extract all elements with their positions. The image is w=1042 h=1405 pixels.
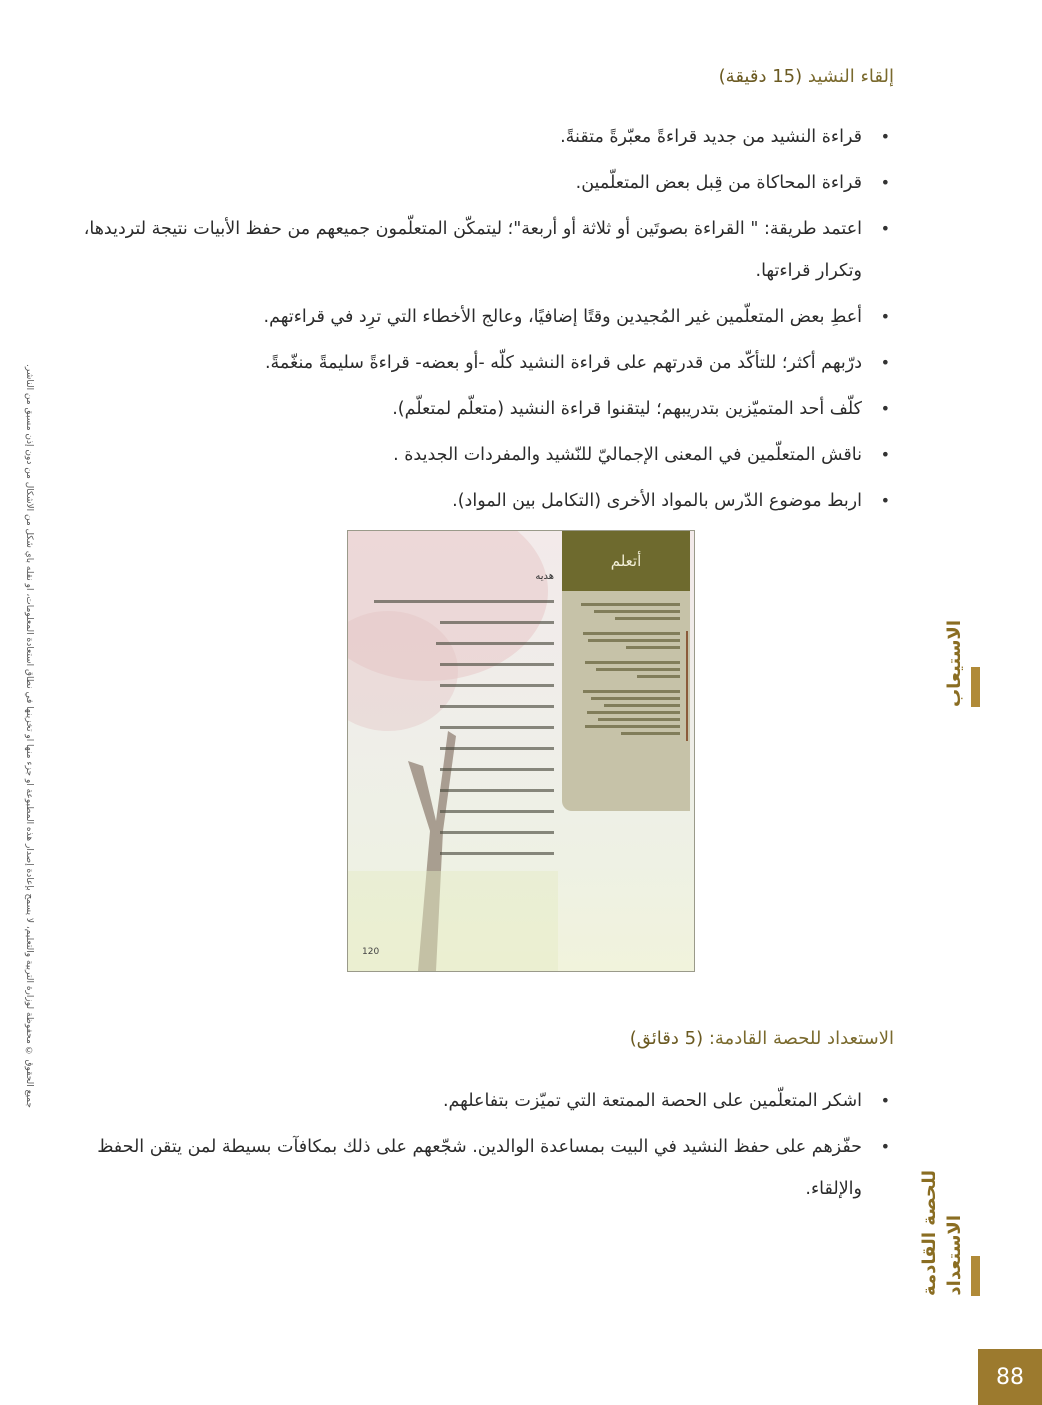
side-bar [971,667,980,707]
list-item: • قراءة المحاكاة من قِبل بعض المتعلّمين. [74,162,894,204]
list-item: • كلّف أحد المتميّزين بتدريبهم؛ ليتقنوا قراءة النشيد (متعلّم لمتعلّم). [74,388,894,430]
list-item: • اعتمد طريقة: " القراءة بصوتَين أو ثلاثة أو أربعة"؛ ليتمكّن المتعلّمون جميعهم من حفظ الأبيات نتيجة لترديدها، وتكرار قراءتها. [74,208,894,292]
list-item: • حفّزهم على حفظ النشيد في البيت بمساعدة الوالدين. شجّعهم على ذلك بمكافآت بسيطة لمن يتقن الحفظ والإلقاء. [74,1126,894,1210]
list-item: • أعطِ بعض المتعلّمين غير المُجيدين وقتًا إضافيًا، وعالج الأخطاء التي ترِد في قراءتهم. [74,296,894,338]
page-number: 88 [978,1349,1042,1405]
list-item: • ناقش المتعلّمين في المعنى الإجماليّ للنّشيد والمفردات الجديدة . [74,434,894,476]
side-tab-next-lesson [919,1170,980,1296]
lesson-sidebar-panel [562,531,690,811]
section-duration: (5 دقائق) [629,1028,704,1049]
side-label-next-lesson-1: الاستعداد [944,1215,965,1296]
panel-title: أتعلم [562,531,690,591]
side-label-next-lesson-2: للحصة القادمة [919,1170,940,1296]
side-label-comprehension: الاستيعاب [944,620,965,707]
next-lesson-steps-list [74,1080,894,1214]
copyright-notice: جميع الحقوق © محفوظة لوزارة التربية والتعليم، لا يسمح بإعادة إصدار هذه المطبوعة أو جزء منها أو تخزينها في نطاق استعادة المعلومات، أو نقله بأي شكل من الأشكال من دون إذن مسبق من الناشر. [24,364,34,1108]
list-item: • اربط موضوع الدّرس بالمواد الأخرى (التكامل بين المواد). [74,480,894,522]
panel-text-lines [562,591,690,747]
textbook-page-image [347,530,695,972]
poem-lines [364,571,554,855]
list-item: • قراءة النشيد من جديد قراءةً معبّرةً متقنةً. [74,116,894,158]
textbook-page-number: 120 [362,947,380,957]
section-heading-recitation [719,66,894,87]
section-title: إلقاء النشيد [807,66,894,87]
list-item: • درّبهم أكثر؛ للتأكّد من قدرتهم على قراءة النشيد كلّه -أو بعضه- قراءةً سليمةً منغّمةً. [74,342,894,384]
list-item: • اشكر المتعلّمين على الحصة الممتعة التي تميّزت بتفاعلهم. [74,1080,894,1122]
section-duration: (15 دقيقة) [718,66,803,87]
panel-accent-line [686,631,688,741]
side-bar [971,1256,980,1296]
side-tab-comprehension [944,620,980,707]
recitation-steps-list [74,116,894,526]
section-title: الاستعداد للحصة القادمة: [708,1028,894,1049]
section-heading-next-lesson [630,1028,894,1049]
poem-heading: هديه [535,571,554,582]
